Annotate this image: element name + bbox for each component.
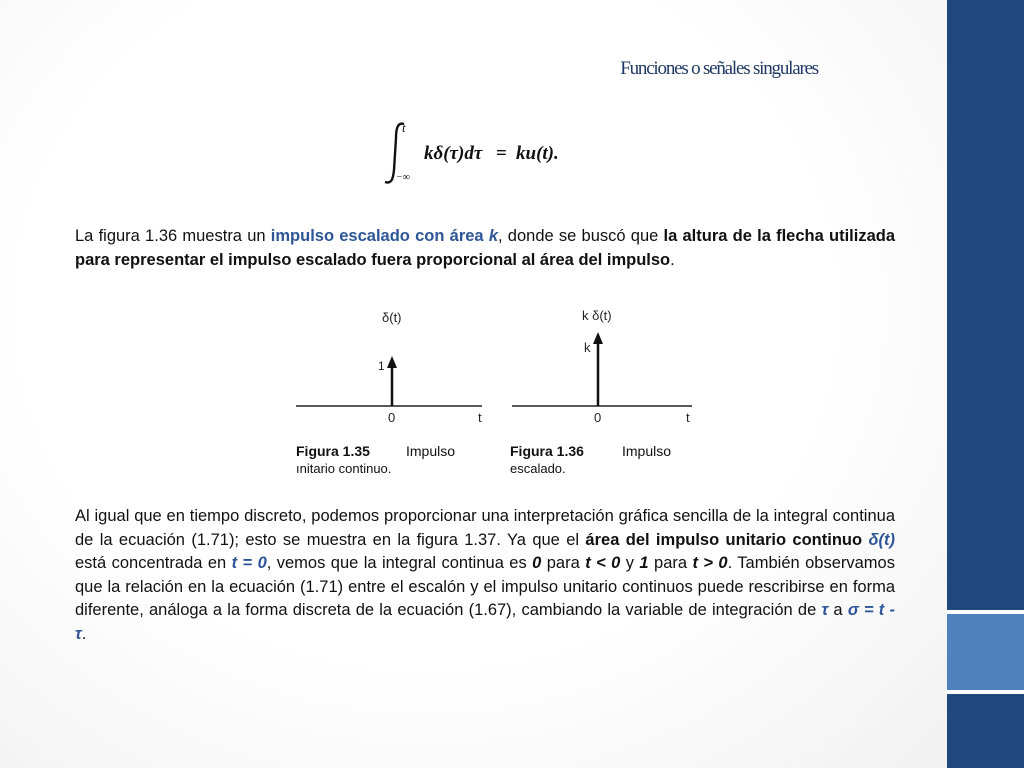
formula-equals: = [496,143,507,164]
p2-text-a: Al igual que en tiempo discreto, podemos proporcionar una interpretación gráfica sencilla de la integral continua de la ecuación (1.71); esto se muestra en la figura 1.37. Ya que el [75,507,895,549]
fig136-height-label: k [584,340,591,355]
p2-one: 1 [639,554,649,572]
p2-tau: τ [821,601,829,619]
p2-text-c: , vemos que la integral continua es [266,554,533,572]
sidebar-light-band [947,614,1024,690]
fig136-caption-bold: Figura 1.36 [510,443,584,459]
fig136-origin-label: 0 [594,410,602,425]
p2-t-less-0: t < 0 [585,554,621,572]
p2-sigma-expression: σ = t - τ [75,601,895,643]
figure-1-36 [510,308,692,476]
fig136-caption-line2: escalado. [510,461,566,476]
p1-bold-arrow-height: la altura de la flecha utilizada para representar el impulso escalado fuera proporcional al área del impulso [75,227,896,269]
p2-text-d: para [541,554,586,572]
formula-upper-limit: t [402,120,406,135]
fig135-caption-bold: Figura 1.35 [296,443,370,459]
p2-text-h: a [828,601,848,619]
p2-bold-area: área del impulso unitario continuo [585,530,869,549]
fig135-impulse-arrowhead [387,356,397,368]
p2-delta-t: δ(t) [868,530,895,549]
integral-formula [382,118,582,188]
formula-result: ku(t). [516,143,559,164]
p2-text-f: para [648,554,693,572]
p2-zero: 0 [532,554,542,572]
p2-text-e: y [620,554,640,572]
p1-text-b: , donde se buscó que [498,227,664,245]
fig136-axis-label: k δ(t) [582,308,612,323]
p1-text-a: La figura 1.36 muestra un [75,227,271,245]
figure-1-35 [296,310,482,476]
p2-text-b: está concentrada en [75,554,232,572]
fig136-t-label: t [686,410,690,425]
fig135-t-label: t [478,410,482,425]
fig135-axis-label: δ(t) [382,310,402,325]
p2-text-end: . [81,624,87,643]
fig136-impulse-arrowhead [593,332,603,344]
p2-t-greater-0: t > 0 [692,554,728,572]
p1-text-end: . [670,250,675,269]
p1-highlight-impulse: impulso escalado con área [270,227,489,245]
p1-highlight-k: k [488,227,498,245]
p2-t-equals-0: t = 0 [231,554,267,572]
fig135-height-label: 1 [378,359,385,373]
slide-title: Funciones o señales singulares [620,58,818,79]
formula-lower-limit: −∞ [396,172,410,183]
p2-text-g: . También observamos que la relación en la ecuación (1.71) entre el escalón y el impulso unitario continuos puede rescribirse en forma diferente, análoga a la forma discreta de la ecuación (1.67), cambiando la variable de integración de [75,554,895,619]
fig135-caption-line2: ınitario continuo. [296,461,392,476]
fig135-origin-label: 0 [388,410,396,425]
decorative-sidebar [947,0,1024,768]
formula-integrand: kδ(τ)dτ [424,143,483,164]
paragraph-graphic-interpretation [75,505,895,646]
fig135-caption-rest: Impulso [406,443,456,459]
sidebar-divider-bottom [947,690,1024,694]
fig136-caption-rest: Impulso [622,443,672,459]
impulse-figures [292,300,702,480]
paragraph-impulse-scaled [75,225,895,272]
